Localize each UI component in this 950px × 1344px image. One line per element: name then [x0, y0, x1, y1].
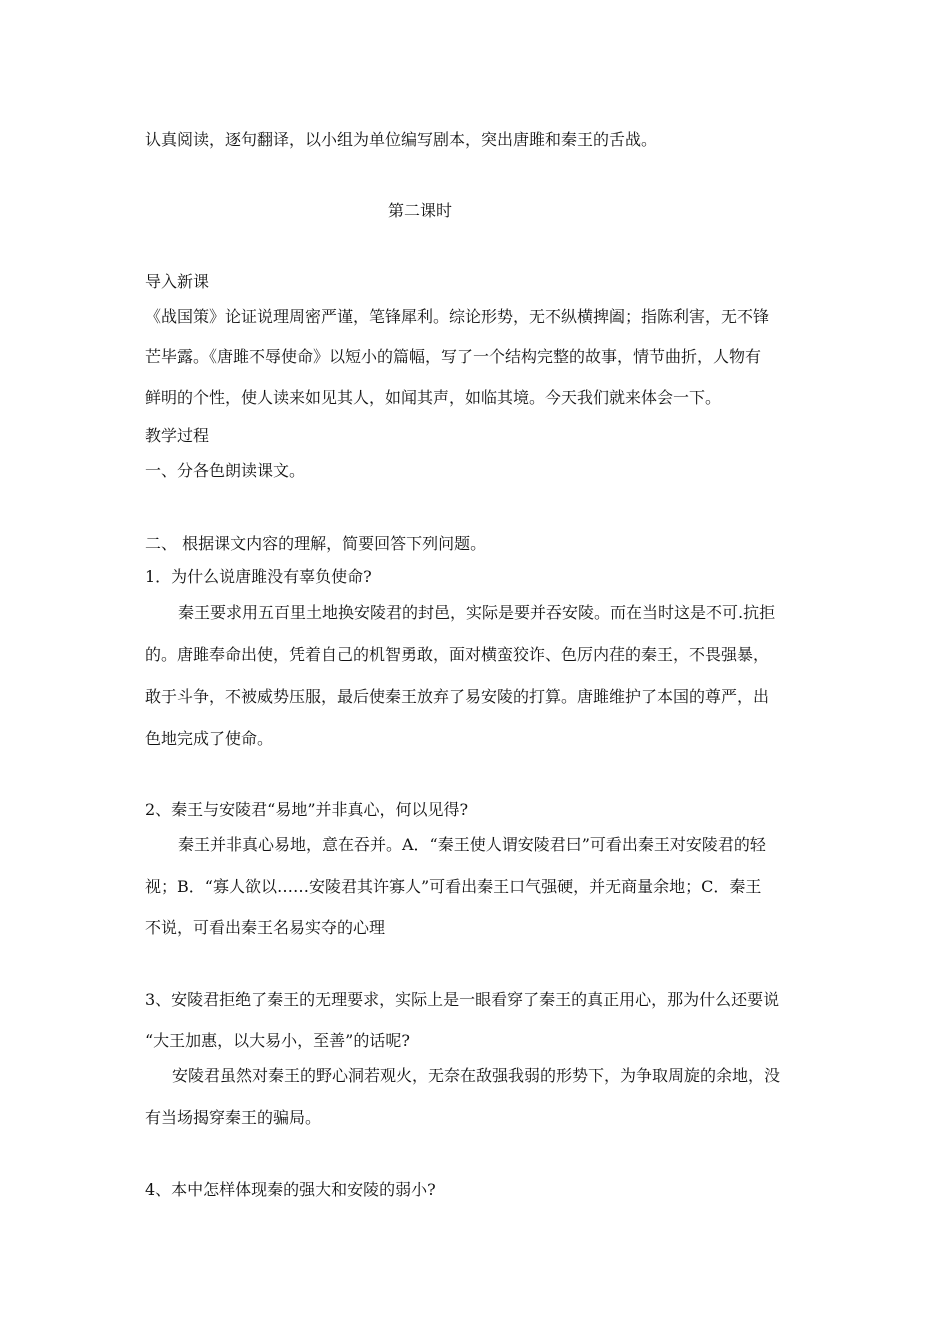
answer-2-line: 不说，可看出秦王名易实夺的心理: [145, 918, 386, 937]
answer-1-line: 的。唐雎奉命出使，凭着自己的机智勇敢，面对横蛮狡诈、色厉内荏的秦王，不畏强暴，: [145, 645, 770, 664]
paragraph-line: 芒毕露。《唐雎不辱使命》以短小的篇幅，写了一个结构完整的故事，情节曲折，人物有: [145, 347, 762, 366]
step-one-line: 一、分各色朗读课文。: [145, 461, 306, 480]
step-two-line: 二、 根据课文内容的理解，简要回答下列问题。: [145, 534, 487, 553]
answer-1-line: 敢于斗争，不被威势压服，最后使秦王放弃了易安陵的打算。唐雎维护了本国的尊严，出: [145, 687, 770, 706]
section-heading-process: 教学过程: [145, 426, 210, 445]
intro-instruction-line: 认真阅读，逐句翻译，以小组为单位编写剧本，突出唐雎和秦王的舌战。: [145, 130, 658, 149]
question-4: 4、本中怎样体现秦的强大和安陵的弱小?: [145, 1180, 436, 1199]
question-3: 3、安陵君拒绝了秦王的无理要求，实际上是一眼看穿了秦王的真正用心，那为什么还要说: [145, 990, 780, 1009]
question-2: 2、秦王与安陵君“易地”并非真心，何以见得?: [145, 800, 469, 819]
answer-1-line: 秦王要求用五百里土地换安陵君的封邑，实际是要并吞安陵。而在当时这是不可.抗拒: [178, 603, 776, 622]
answer-2-line: 秦王并非真心易地，意在吞并。A．“秦王使人谓安陵君曰”可看出秦王对安陵君的轻: [178, 835, 766, 854]
answer-2-line: 视；B．“寡人欲以……安陵君其许寡人”可看出秦王口气强硬，并无商量余地；C．秦王: [145, 877, 762, 896]
question-1: 1．为什么说唐雎没有辜负使命?: [145, 567, 372, 586]
section-heading-intro: 导入新课: [145, 272, 210, 291]
answer-3-line: 有当场揭穿秦王的骗局。: [145, 1108, 322, 1127]
lesson-heading: 第二课时: [387, 201, 452, 220]
answer-3-line: 安陵君虽然对秦王的野心洞若观火，无奈在敌强我弱的形势下，为争取周旋的余地，没: [172, 1066, 781, 1085]
question-3-cont: “大王加惠，以大易小，至善”的话呢?: [145, 1031, 410, 1050]
paragraph-line: 鲜明的个性，使人读来如见其人，如闻其声，如临其境。今天我们就来体会一下。: [145, 388, 722, 407]
answer-1-line: 色地完成了使命。: [145, 729, 274, 748]
paragraph-line: 《战国策》论证说理周密严谨，笔锋犀利。综论形势，无不纵横捭阖；指陈利害，无不锋: [145, 307, 770, 326]
